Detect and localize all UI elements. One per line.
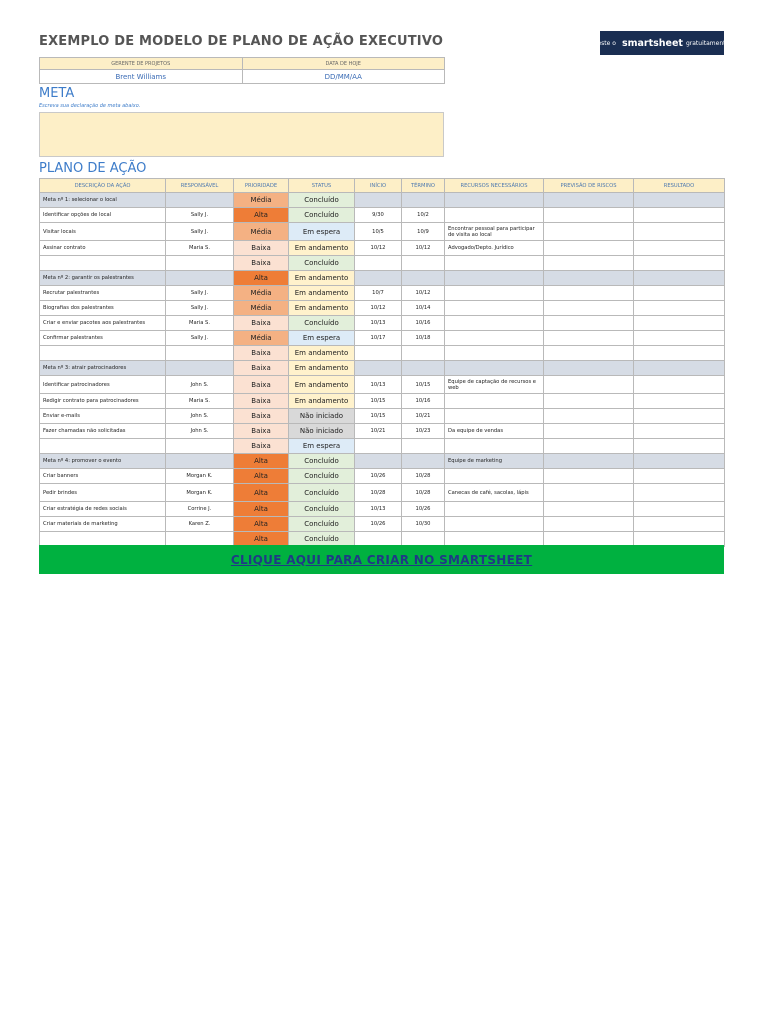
cell-start[interactable]: 10/26 [355, 469, 402, 484]
cell-status[interactable]: Concluído [289, 517, 355, 532]
table-row [40, 223, 725, 241]
cell-start[interactable] [355, 271, 402, 286]
cell-resources[interactable] [445, 439, 544, 454]
column-header-result: RESULTADO [634, 179, 725, 193]
cta-link[interactable]: CLIQUE AQUI PARA CRIAR NO SMARTSHEET [230, 552, 533, 567]
cell-result[interactable] [634, 193, 725, 208]
cell-result[interactable] [634, 424, 725, 439]
cell-resources[interactable] [445, 517, 544, 532]
cell-resources[interactable]: Equipe de marketing [445, 454, 544, 469]
cell-start[interactable]: 10/21 [355, 424, 402, 439]
column-header-priority: PRIORIDADE [234, 179, 289, 193]
cell-owner[interactable]: Karen Z. [166, 517, 234, 532]
cell-status[interactable]: Em espera [289, 439, 355, 454]
cell-priority[interactable]: Baixa [234, 394, 289, 409]
table-row [40, 301, 725, 316]
cell-owner[interactable]: Sally J. [166, 301, 234, 316]
cell-priority[interactable]: Média [234, 193, 289, 208]
manager-label: GERENTE DE PROJETOS [40, 58, 243, 70]
cell-description[interactable]: Meta nº 1: selecionar o local [40, 193, 166, 208]
cell-owner[interactable]: Corrine J. [166, 502, 234, 517]
cell-start[interactable] [355, 439, 402, 454]
cell-risks[interactable] [544, 376, 634, 394]
cell-risks[interactable] [544, 424, 634, 439]
cell-result[interactable] [634, 361, 725, 376]
cell-description[interactable]: Enviar e-mails [40, 409, 166, 424]
cell-priority[interactable]: Alta [234, 502, 289, 517]
cell-priority[interactable]: Alta [234, 469, 289, 484]
cell-risks[interactable] [544, 454, 634, 469]
cell-resources[interactable] [445, 256, 544, 271]
cell-description[interactable]: Visitar locais [40, 223, 166, 241]
table-row [40, 469, 725, 484]
cell-priority[interactable]: Baixa [234, 256, 289, 271]
cell-resources[interactable]: Equipe de captação de recursos e web [445, 376, 544, 394]
cell-owner[interactable]: Maria S. [166, 241, 234, 256]
action-plan-table [39, 178, 725, 547]
table-row [40, 424, 725, 439]
cell-start[interactable]: 10/12 [355, 301, 402, 316]
table-row [40, 517, 725, 532]
column-header-resources: RECURSOS NECESSÁRIOS [445, 179, 544, 193]
cell-start[interactable] [355, 256, 402, 271]
cell-risks[interactable] [544, 409, 634, 424]
cell-priority[interactable]: Baixa [234, 409, 289, 424]
cell-description[interactable]: Identificar patrocinadores [40, 376, 166, 394]
cell-priority[interactable]: Alta [234, 208, 289, 223]
cell-end[interactable]: 10/18 [402, 331, 445, 346]
cell-result[interactable] [634, 331, 725, 346]
cell-status[interactable]: Em andamento [289, 394, 355, 409]
cell-start[interactable]: 10/5 [355, 223, 402, 241]
cell-owner[interactable]: John S. [166, 409, 234, 424]
cell-risks[interactable] [544, 361, 634, 376]
cell-result[interactable] [634, 469, 725, 484]
cell-risks[interactable] [544, 208, 634, 223]
cell-result[interactable] [634, 409, 725, 424]
cell-status[interactable]: Não iniciado [289, 424, 355, 439]
cell-description[interactable]: Identificar opções de local [40, 208, 166, 223]
cell-status[interactable]: Em andamento [289, 286, 355, 301]
column-header-end: TÉRMINO [402, 179, 445, 193]
cell-owner[interactable]: John S. [166, 376, 234, 394]
cell-start[interactable]: 10/13 [355, 316, 402, 331]
cell-start[interactable] [355, 454, 402, 469]
cell-status[interactable]: Em andamento [289, 346, 355, 361]
cell-start[interactable]: 9/30 [355, 208, 402, 223]
cell-result[interactable] [634, 502, 725, 517]
date-label: DATA DE HOJE [242, 58, 445, 70]
cell-description[interactable]: Recrutar palestrantes [40, 286, 166, 301]
cell-owner[interactable] [166, 454, 234, 469]
goal-subtitle: Escreva sua declaração de meta abaixo. [39, 103, 141, 109]
table-row [40, 346, 725, 361]
cell-resources[interactable]: Encontrar pessoal para participar de visita ao local [445, 223, 544, 241]
cell-status[interactable]: Concluído [289, 256, 355, 271]
table-row [40, 241, 725, 256]
cell-risks[interactable] [544, 301, 634, 316]
cell-risks[interactable] [544, 316, 634, 331]
cell-status[interactable]: Em andamento [289, 241, 355, 256]
column-header-owner: RESPONSÁVEL [166, 179, 234, 193]
cell-resources[interactable] [445, 286, 544, 301]
cell-end[interactable]: 10/23 [402, 424, 445, 439]
cell-result[interactable] [634, 241, 725, 256]
cell-priority[interactable]: Alta [234, 484, 289, 502]
cell-resources[interactable] [445, 502, 544, 517]
cell-risks[interactable] [544, 286, 634, 301]
cell-start[interactable] [355, 346, 402, 361]
cell-description[interactable] [40, 256, 166, 271]
cell-owner[interactable]: Sally J. [166, 331, 234, 346]
cell-risks[interactable] [544, 484, 634, 502]
cell-owner[interactable]: Morgan K. [166, 469, 234, 484]
cell-start[interactable]: 10/7 [355, 286, 402, 301]
cell-resources[interactable]: Canecas de café, sacolas, lápis [445, 484, 544, 502]
cell-status[interactable]: Concluído [289, 208, 355, 223]
cell-resources[interactable] [445, 316, 544, 331]
cell-end[interactable] [402, 361, 445, 376]
cell-priority[interactable]: Alta [234, 517, 289, 532]
table-row [40, 409, 725, 424]
cell-owner[interactable]: Sally J. [166, 223, 234, 241]
cell-result[interactable] [634, 256, 725, 271]
cell-resources[interactable]: Da equipe de vendas [445, 424, 544, 439]
table-row [40, 316, 725, 331]
goal-group-row [40, 361, 725, 376]
manager-value[interactable]: Brent Williams [40, 70, 243, 84]
plan-heading: PLANO DE AÇÃO [39, 161, 147, 176]
cell-description[interactable]: Criar e enviar pacotes aos palestrantes [40, 316, 166, 331]
cell-end[interactable]: 10/28 [402, 469, 445, 484]
cell-result[interactable] [634, 376, 725, 394]
cell-end[interactable]: 10/12 [402, 286, 445, 301]
table-row [40, 331, 725, 346]
cell-end[interactable]: 10/16 [402, 394, 445, 409]
table-row [40, 286, 725, 301]
cell-status[interactable]: Concluído [289, 484, 355, 502]
column-header-status: STATUS [289, 179, 355, 193]
table-row [40, 256, 725, 271]
logo-brand: smartsheet [621, 37, 683, 49]
cell-owner[interactable]: Morgan K. [166, 484, 234, 502]
cell-status[interactable]: Em andamento [289, 271, 355, 286]
cell-owner[interactable]: Maria S. [166, 394, 234, 409]
cell-risks[interactable] [544, 271, 634, 286]
cell-risks[interactable] [544, 193, 634, 208]
cell-result[interactable] [634, 454, 725, 469]
column-header-risks: PREVISÃO DE RISCOS [544, 179, 634, 193]
cell-description[interactable]: Criar estratégia de redes sociais [40, 502, 166, 517]
cell-status[interactable]: Em andamento [289, 376, 355, 394]
cell-end[interactable]: 10/15 [402, 376, 445, 394]
cell-risks[interactable] [544, 394, 634, 409]
cell-priority[interactable]: Alta [234, 532, 289, 547]
cell-start[interactable]: 10/12 [355, 241, 402, 256]
cell-start[interactable]: 10/26 [355, 517, 402, 532]
cell-owner[interactable] [166, 346, 234, 361]
cell-result[interactable] [634, 346, 725, 361]
cell-risks[interactable] [544, 241, 634, 256]
cell-resources[interactable] [445, 271, 544, 286]
cell-resources[interactable] [445, 361, 544, 376]
cell-result[interactable] [634, 271, 725, 286]
cell-resources[interactable] [445, 193, 544, 208]
cell-resources[interactable] [445, 331, 544, 346]
cell-description[interactable]: Meta nº 4: promover o evento [40, 454, 166, 469]
cell-end[interactable]: 10/26 [402, 502, 445, 517]
cell-risks[interactable] [544, 517, 634, 532]
cell-priority[interactable]: Média [234, 301, 289, 316]
goal-input-box[interactable] [39, 112, 444, 157]
cell-priority[interactable]: Baixa [234, 361, 289, 376]
cell-status[interactable]: Concluído [289, 316, 355, 331]
cell-end[interactable]: 10/28 [402, 484, 445, 502]
cell-description[interactable] [40, 439, 166, 454]
cell-end[interactable]: 10/9 [402, 223, 445, 241]
cell-description[interactable]: Biografias dos palestrantes [40, 301, 166, 316]
cell-description[interactable] [40, 346, 166, 361]
cell-risks[interactable] [544, 439, 634, 454]
cell-description[interactable]: Fazer chamadas não solicitadas [40, 424, 166, 439]
cell-description[interactable]: Meta nº 3: atrair patrocinadores [40, 361, 166, 376]
goal-heading: META [39, 86, 75, 101]
cell-status[interactable]: Concluído [289, 502, 355, 517]
cell-end[interactable]: 10/16 [402, 316, 445, 331]
cell-end[interactable] [402, 346, 445, 361]
column-header-description: DESCRIÇÃO DA AÇÃO [40, 179, 166, 193]
smartsheet-logo-button[interactable] [594, 31, 730, 55]
cell-priority[interactable]: Média [234, 223, 289, 241]
cell-description[interactable]: Criar materiais de marketing [40, 517, 166, 532]
goal-group-row [40, 193, 725, 208]
cell-result[interactable] [634, 208, 725, 223]
cell-status[interactable]: Concluído [289, 532, 355, 547]
cell-owner[interactable] [166, 271, 234, 286]
cell-result[interactable] [634, 517, 725, 532]
table-row [40, 439, 725, 454]
goal-group-row [40, 454, 725, 469]
cell-result[interactable] [634, 439, 725, 454]
cell-start[interactable]: 10/17 [355, 331, 402, 346]
cell-owner[interactable]: Sally J. [166, 286, 234, 301]
cell-result[interactable] [634, 301, 725, 316]
cell-owner[interactable]: John S. [166, 424, 234, 439]
cell-end[interactable]: 10/30 [402, 517, 445, 532]
cell-priority[interactable]: Alta [234, 454, 289, 469]
cell-end[interactable] [402, 256, 445, 271]
cell-owner[interactable] [166, 361, 234, 376]
cell-start[interactable]: 10/28 [355, 484, 402, 502]
logo-prefix: Teste o [594, 39, 616, 47]
cell-status[interactable]: Em andamento [289, 361, 355, 376]
cell-status[interactable]: Concluído [289, 454, 355, 469]
table-row [40, 394, 725, 409]
cell-start[interactable]: 10/15 [355, 394, 402, 409]
cell-start[interactable]: 10/13 [355, 502, 402, 517]
table-header-row [40, 179, 725, 193]
cell-resources[interactable] [445, 346, 544, 361]
page-title: EXEMPLO DE MODELO DE PLANO DE AÇÃO EXECUTIVO [39, 34, 444, 49]
cell-resources[interactable] [445, 301, 544, 316]
cell-status[interactable]: Em andamento [289, 301, 355, 316]
cell-priority[interactable]: Baixa [234, 376, 289, 394]
cell-description[interactable]: Meta nº 2: garantir os palestrantes [40, 271, 166, 286]
goal-group-row [40, 271, 725, 286]
cell-end[interactable]: 10/12 [402, 241, 445, 256]
cell-description[interactable]: Criar banners [40, 469, 166, 484]
table-row [40, 502, 725, 517]
cell-start[interactable]: 10/13 [355, 376, 402, 394]
create-in-smartsheet-button[interactable] [39, 545, 724, 574]
logo-suffix: gratuitamente [685, 39, 730, 47]
cell-start[interactable] [355, 193, 402, 208]
cell-priority[interactable]: Baixa [234, 241, 289, 256]
cell-priority[interactable]: Baixa [234, 424, 289, 439]
cell-result[interactable] [634, 316, 725, 331]
cell-resources[interactable]: Advogado/Depto. Jurídico [445, 241, 544, 256]
cell-end[interactable] [402, 193, 445, 208]
cell-status[interactable]: Concluído [289, 193, 355, 208]
cell-priority[interactable]: Baixa [234, 346, 289, 361]
cell-owner[interactable] [166, 193, 234, 208]
cell-status[interactable]: Em espera [289, 331, 355, 346]
cell-start[interactable]: 10/15 [355, 409, 402, 424]
project-header-table [39, 57, 445, 84]
cell-end[interactable] [402, 454, 445, 469]
cell-end[interactable]: 10/14 [402, 301, 445, 316]
cell-end[interactable] [402, 439, 445, 454]
column-header-start: INÍCIO [355, 179, 402, 193]
cell-end[interactable]: 10/2 [402, 208, 445, 223]
cell-risks[interactable] [544, 256, 634, 271]
cell-risks[interactable] [544, 223, 634, 241]
cell-description[interactable]: Pedir brindes [40, 484, 166, 502]
cell-end[interactable] [402, 271, 445, 286]
cell-description[interactable]: Confirmar palestrantes [40, 331, 166, 346]
cell-priority[interactable]: Média [234, 286, 289, 301]
cell-risks[interactable] [544, 469, 634, 484]
cell-resources[interactable] [445, 469, 544, 484]
cell-owner[interactable] [166, 256, 234, 271]
table-row [40, 484, 725, 502]
cell-owner[interactable]: Maria S. [166, 316, 234, 331]
cell-status[interactable]: Não iniciado [289, 409, 355, 424]
cell-status[interactable]: Concluído [289, 469, 355, 484]
cell-resources[interactable] [445, 394, 544, 409]
cell-resources[interactable] [445, 208, 544, 223]
cell-risks[interactable] [544, 502, 634, 517]
cell-status[interactable]: Em espera [289, 223, 355, 241]
cell-description[interactable]: Assinar contrato [40, 241, 166, 256]
cell-result[interactable] [634, 484, 725, 502]
date-value[interactable]: DD/MM/AA [242, 70, 445, 84]
cell-description[interactable]: Redigir contrato para patrocinadores [40, 394, 166, 409]
cell-priority[interactable]: Alta [234, 271, 289, 286]
cell-owner[interactable]: Sally J. [166, 208, 234, 223]
cell-end[interactable]: 10/21 [402, 409, 445, 424]
cell-risks[interactable] [544, 331, 634, 346]
cell-priority[interactable]: Baixa [234, 439, 289, 454]
cell-resources[interactable] [445, 409, 544, 424]
cell-priority[interactable]: Média [234, 331, 289, 346]
cell-priority[interactable]: Baixa [234, 316, 289, 331]
cell-owner[interactable] [166, 439, 234, 454]
cell-result[interactable] [634, 223, 725, 241]
table-row [40, 208, 725, 223]
cell-start[interactable] [355, 361, 402, 376]
table-row [40, 376, 725, 394]
cell-result[interactable] [634, 286, 725, 301]
cell-risks[interactable] [544, 346, 634, 361]
cell-result[interactable] [634, 394, 725, 409]
